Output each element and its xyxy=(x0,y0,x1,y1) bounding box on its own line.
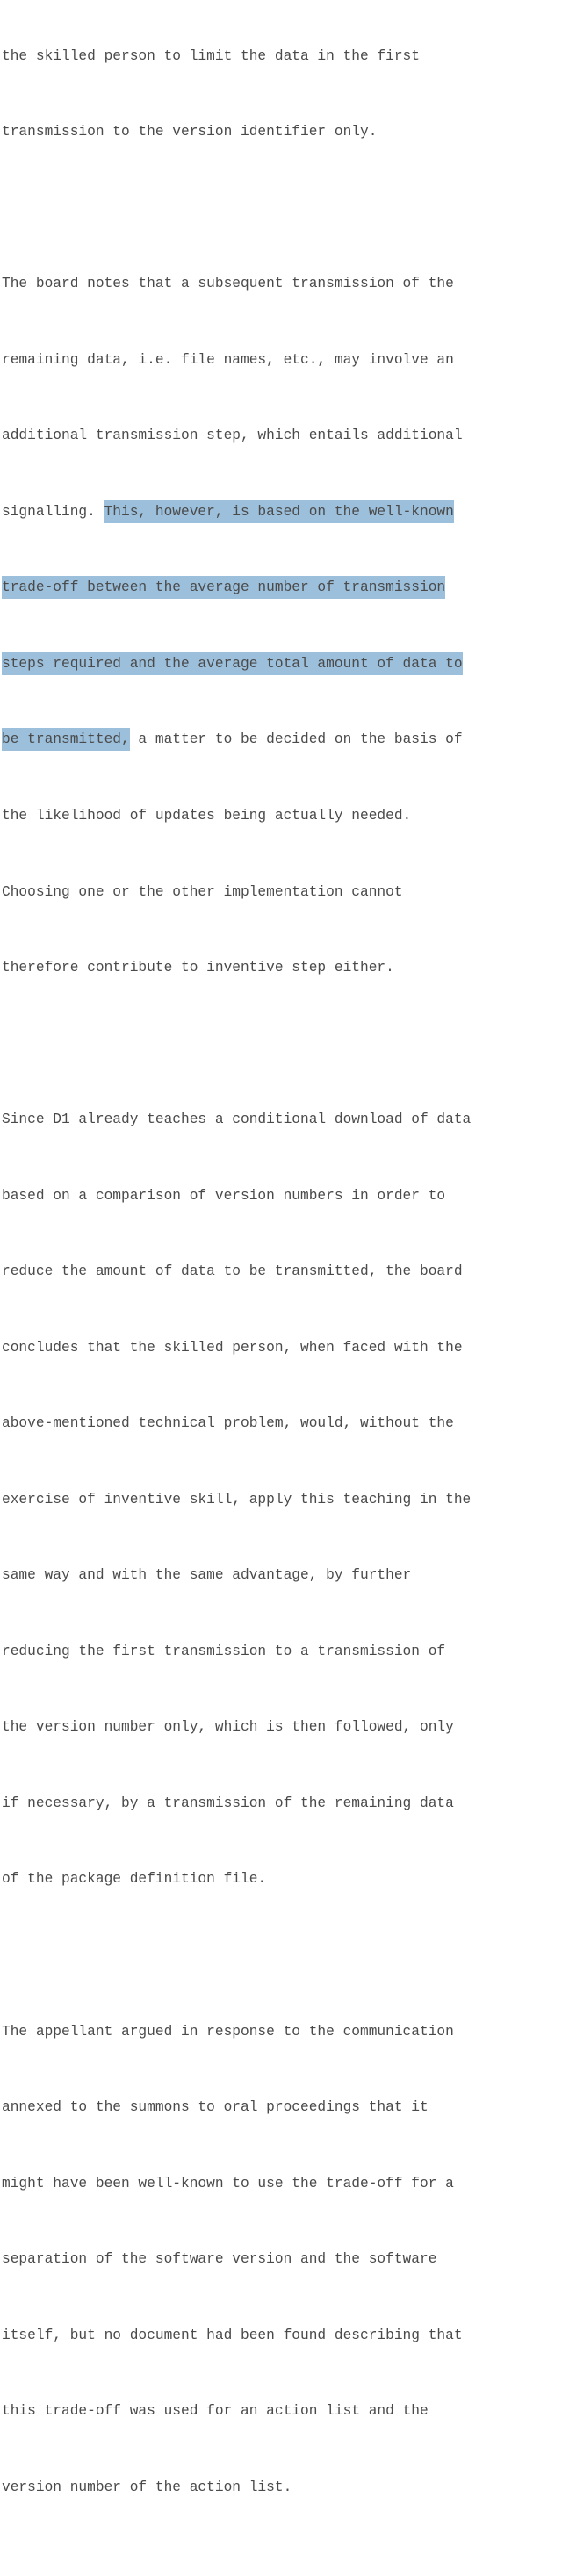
text-span[interactable]: above-mentioned technical problem, would, without the xyxy=(2,1415,454,1432)
text-span[interactable]: the skilled person to limit the data in the first xyxy=(2,47,420,64)
selection-highlight[interactable]: This, however, is based on the well-known xyxy=(104,500,454,523)
text-line[interactable] xyxy=(2,2399,560,2424)
text-line[interactable] xyxy=(2,1107,560,1133)
text-line[interactable] xyxy=(2,1563,560,1588)
text-span[interactable]: of the package definition file. xyxy=(2,1871,267,1888)
text-span[interactable]: this trade-off was used for an action list and the xyxy=(2,2403,429,2420)
text-span[interactable]: signalling. xyxy=(2,503,104,520)
text-line[interactable] xyxy=(2,2323,560,2349)
text-line[interactable] xyxy=(2,1259,560,1284)
text-line[interactable] xyxy=(2,955,560,981)
text-line[interactable] xyxy=(2,880,560,905)
text-span[interactable]: remaining data, i.e. file names, etc., may involve an xyxy=(2,351,454,368)
text-span[interactable]: exercise of inventive skill, apply this teaching in the xyxy=(2,1491,472,1507)
selection-highlight[interactable]: trade-off between the average number of transmission xyxy=(2,576,445,599)
text-span[interactable]: reduce the amount of data to be transmitted, the board xyxy=(2,1263,463,1280)
text-line[interactable] xyxy=(2,119,560,145)
text-span[interactable]: a matter to be decided on the basis of xyxy=(129,731,463,748)
text-span[interactable]: concludes that the skilled person, when faced with the xyxy=(2,1339,463,1356)
selection-highlight[interactable]: steps required and the average total amount of data to xyxy=(2,652,463,675)
text-line[interactable] xyxy=(2,1791,560,1817)
text-span[interactable]: the version number only, which is then followed, only xyxy=(2,1719,454,1736)
text-span[interactable]: might have been well-known to use the trade-off for a xyxy=(2,2175,454,2191)
text-line[interactable] xyxy=(2,2019,560,2045)
text-line[interactable] xyxy=(2,348,560,373)
text-line[interactable] xyxy=(2,575,560,601)
text-line[interactable] xyxy=(2,2095,560,2120)
text-span[interactable]: Choosing one or the other implementation cannot xyxy=(2,883,403,900)
text-span[interactable]: based on a comparison of version numbers in order to xyxy=(2,1187,446,1204)
text-line[interactable] xyxy=(2,2247,560,2272)
text-line[interactable] xyxy=(2,2171,560,2197)
text-line[interactable] xyxy=(2,2475,560,2500)
text-line[interactable] xyxy=(2,1411,560,1436)
text-line[interactable] xyxy=(2,727,560,752)
text-line[interactable] xyxy=(2,1487,560,1513)
selection-highlight[interactable]: be transmitted, xyxy=(2,728,130,751)
text-span[interactable]: version number of the action list. xyxy=(2,2479,292,2495)
paragraph-3 xyxy=(2,1056,560,1943)
text-line[interactable] xyxy=(2,1335,560,1361)
text-line[interactable] xyxy=(2,44,560,69)
text-span[interactable]: itself, but no document had been found describing that xyxy=(2,2327,463,2343)
text-line[interactable] xyxy=(2,271,560,297)
text-line[interactable] xyxy=(2,651,560,677)
paragraph-4 xyxy=(2,1968,560,2551)
text-line[interactable] xyxy=(2,423,560,449)
text-span[interactable]: transmission to the version identifier only. xyxy=(2,124,378,140)
text-span[interactable]: separation of the software version and the software xyxy=(2,2251,437,2268)
text-span[interactable]: The appellant argued in response to the communication xyxy=(2,2023,454,2040)
text-span[interactable]: The board notes that a subsequent transmission of the xyxy=(2,276,454,292)
paragraph-2 xyxy=(2,221,560,1032)
text-span[interactable]: additional transmission step, which entails additional xyxy=(2,428,463,444)
text-line[interactable] xyxy=(2,1639,560,1665)
text-line[interactable] xyxy=(2,803,560,829)
text-line[interactable] xyxy=(2,1184,560,1209)
text-span[interactable]: the likelihood of updates being actually needed. xyxy=(2,808,412,824)
text-line[interactable] xyxy=(2,500,560,525)
text-line[interactable] xyxy=(2,1867,560,1892)
paragraph-1 xyxy=(2,0,560,196)
text-span[interactable]: if necessary, by a transmission of the remaining data xyxy=(2,1795,454,1811)
text-span[interactable]: therefore contribute to inventive step either. xyxy=(2,960,394,976)
text-span[interactable]: annexed to the summons to oral proceedings that it xyxy=(2,2099,429,2116)
text-line[interactable] xyxy=(2,1715,560,1740)
text-span[interactable]: same way and with the same advantage, by further xyxy=(2,1567,412,1584)
text-span[interactable]: reducing the first transmission to a transmission of xyxy=(2,1643,446,1659)
document-body xyxy=(2,0,560,2576)
text-span[interactable]: Since D1 already teaches a conditional download of data xyxy=(2,1112,472,1128)
